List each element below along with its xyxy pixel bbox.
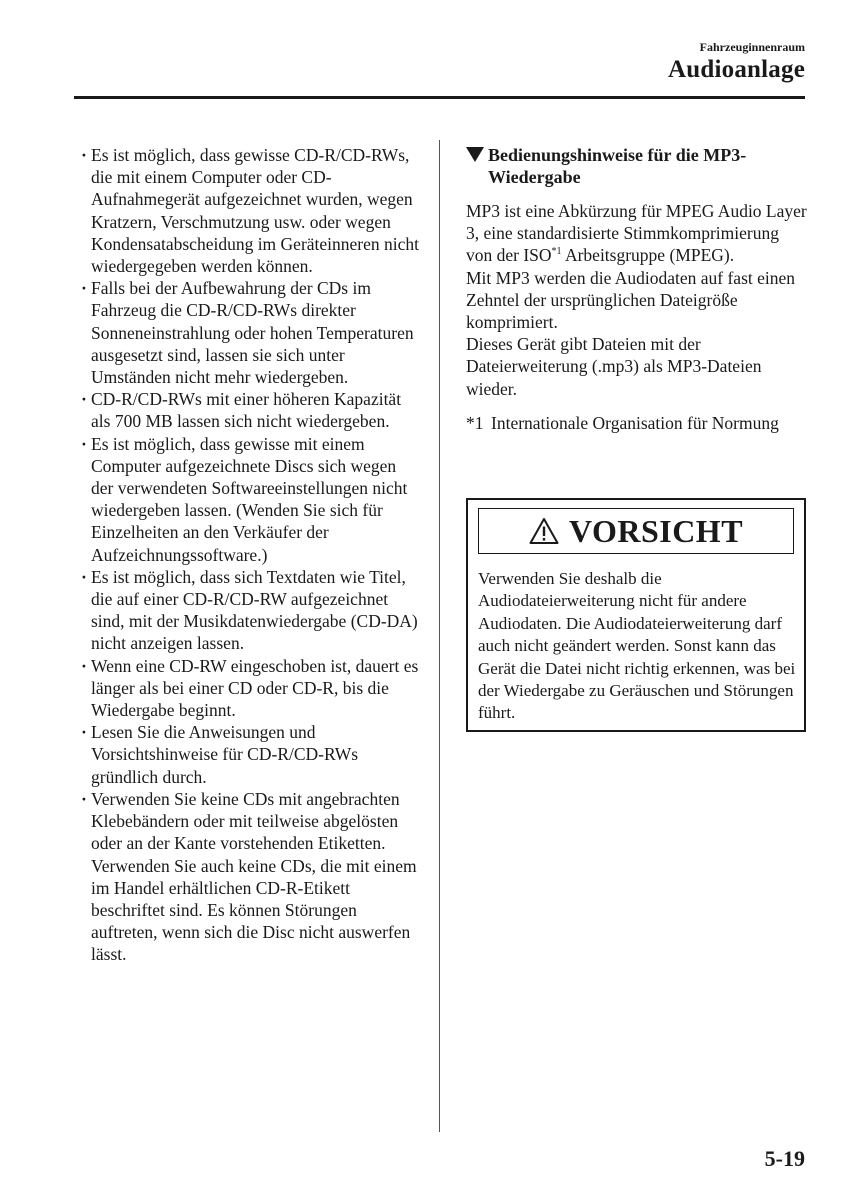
- bullet-dot: ·: [81, 433, 87, 454]
- list-item-text: Wenn eine CD-RW eingeschoben ist, dauert es länger als bei einer CD oder CD-R, bis die Wiedergabe beginnt.: [91, 655, 419, 721]
- list-item: [78, 277, 420, 388]
- mp3-description-text-end: Arbeitsgruppe (MPEG).: [561, 245, 735, 266]
- bullet-dot: ·: [81, 389, 87, 410]
- section-heading: [466, 144, 808, 188]
- list-item-text: Es ist möglich, dass sich Textdaten wie Titel, die auf einer CD-R/CD-RW aufgezeichnet sind, mit der Musikdatenwiedergabe (CD-DA) nicht anzeigen lassen.: [91, 566, 418, 654]
- list-item-text: Es ist möglich, dass gewisse CD-R/CD-RWs, die mit einem Computer oder CD-Aufnahmegerät aufgezeichnet wurden, wegen Kratzern, Verschmutzung usw. oder wegen Kondensatabscheidung im Geräteinneren nicht wiedergegeben werden können.: [91, 145, 420, 277]
- list-item-text: Es ist möglich, dass gewisse mit einem Computer aufgezeichnete Discs sich wegen der verwendeten Softwareeinstellungen nicht wiedergeben lassen. (Wenden Sie sich für Einzelheiten an den Verkäufer der Aufzeichnungssoftware.): [91, 433, 408, 565]
- list-item-text: CD-R/CD-RWs mit einer höheren Kapazität als 700 MB lassen sich nicht wiedergeben.: [91, 389, 402, 432]
- list-item: [78, 388, 420, 432]
- bullet-dot: ·: [81, 788, 87, 809]
- bullet-dot: ·: [81, 278, 87, 299]
- page-title: Audioanlage: [668, 56, 805, 83]
- right-column: [466, 144, 808, 434]
- list-item: [78, 655, 420, 722]
- list-item: [78, 788, 420, 966]
- mp3-description-paragraph: [466, 200, 808, 267]
- bullet-list: [78, 144, 420, 966]
- list-item: [78, 721, 420, 788]
- compression-paragraph: Mit MP3 werden die Audiodaten auf fast einen Zehntel der ursprünglichen Dateigröße komprimiert.: [466, 267, 796, 333]
- list-item: [78, 433, 420, 566]
- bullet-dot: ·: [81, 722, 87, 743]
- caution-text: Verwenden Sie deshalb die Audiodateierweiterung nicht für andere Audiodaten. Die Audiodateierweiterung darf auch nicht geändert werden. Sonst kann das Gerät die Datei nicht richtig erkennen, was bei der Wiedergabe zu Geräuschen und Störungen führt.: [478, 569, 796, 723]
- header-rule: [74, 96, 805, 99]
- section-heading-text: Bedienungshinweise für die MP3-Wiedergabe: [488, 145, 747, 187]
- triangle-marker-icon: [466, 147, 484, 162]
- column-divider: [439, 140, 440, 1132]
- footnote-reference: *1: [551, 246, 562, 258]
- bullet-dot: ·: [81, 566, 87, 587]
- list-item-text: Falls bei der Aufbewahrung der CDs im Fahrzeug die CD-R/CD-RWs direkter Sonneneinstrahlung oder hohen Temperaturen ausgesetzt sind, lassen sie sich unter Umständen nicht mehr wiedergeben.: [91, 278, 414, 388]
- warning-triangle-icon: [529, 517, 559, 545]
- bullet-dot: ·: [81, 655, 87, 676]
- mp3-description-text: MP3 ist eine Abkürzung für MPEG Audio Layer 3, eine standardisierte Stimmkomprimierung von der ISO: [466, 201, 807, 266]
- footnote-mark: *1: [466, 412, 484, 433]
- footnote: [466, 412, 808, 434]
- list-item-text: Lesen Sie die Anweisungen und Vorsichtshinweise für CD-R/CD-RWs gründlich durch.: [91, 722, 359, 787]
- file-extension-paragraph: Dieses Gerät gibt Dateien mit der Dateierweiterung (.mp3) als MP3-Dateien wieder.: [466, 334, 762, 399]
- caution-title: VORSICHT: [568, 512, 744, 549]
- footnote-text: Internationale Organisation für Normung: [491, 412, 779, 433]
- caution-header: [478, 508, 794, 554]
- bullet-dot: ·: [81, 145, 87, 165]
- header-section-label: Fahrzeuginnenraum: [699, 40, 805, 54]
- list-item-text: Verwenden Sie keine CDs mit angebrachten Klebebändern oder mit teilweise abgelösten oder an der Kante vorstehenden Etiketten. Verwenden Sie auch keine CDs, die mit einem im Handel erhältlichen CD-R-Etikett beschriftet sind. Es können Störungen auftreten, wenn sich die Disc nicht auswerfen lässt.: [91, 788, 417, 965]
- list-item: [78, 144, 420, 277]
- page-number: 5-19: [764, 1146, 805, 1171]
- list-item: [78, 566, 420, 655]
- left-column: [78, 144, 420, 966]
- caution-box: [466, 498, 806, 732]
